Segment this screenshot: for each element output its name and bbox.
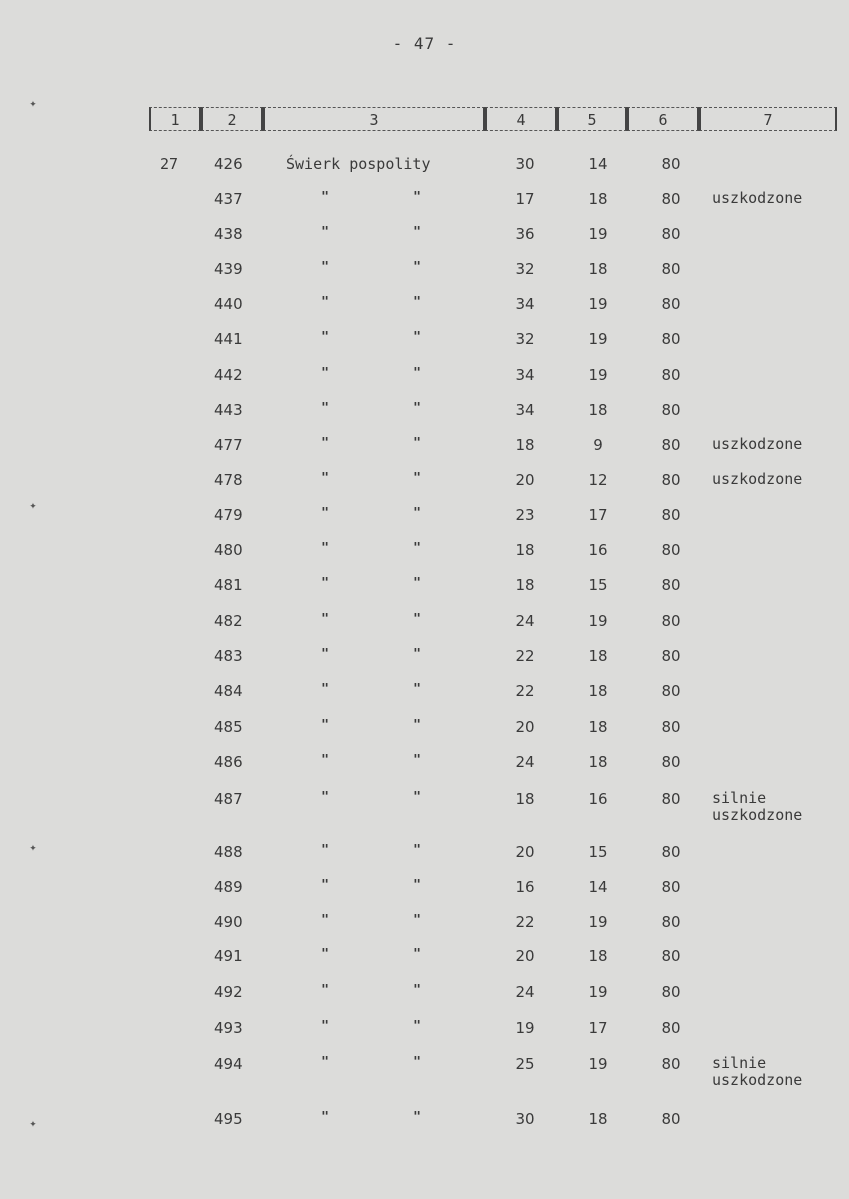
ditto-mark: " [413,225,421,240]
ditto-mark: " [321,260,329,275]
table-row [0,1110,849,1132]
cell-tree-number: 477 [214,436,243,454]
cell-col-6: 80 [661,401,681,419]
cell-col-4: 34 [515,295,535,313]
cell-col-6: 80 [661,295,681,313]
cell-col-5: 15 [588,576,608,594]
table-row [0,647,849,669]
cell-col-4: 20 [515,718,535,736]
cell-remarks: silnie uszkodzone [712,789,803,824]
cell-col-5: 19 [588,295,608,313]
ditto-mark: " [413,790,421,805]
ditto-mark: " [413,330,421,345]
punch-mark-icon: ✦ [29,96,37,110]
cell-tree-number: 437 [214,190,243,208]
ditto-mark: " [321,682,329,697]
cell-col-5: 18 [588,401,608,419]
cell-col-6: 80 [661,647,681,665]
table-row [0,612,849,634]
table-row [0,401,849,423]
ditto-mark: " [321,295,329,310]
cell-tree-number: 495 [214,1110,243,1128]
table-row [0,983,849,1005]
cell-col-5: 19 [588,330,608,348]
punch-mark-icon: ✦ [29,840,37,854]
cell-col-6: 80 [661,541,681,559]
cell-tree-number: 494 [214,1055,243,1073]
cell-col-5: 12 [588,471,608,489]
cell-col-6: 80 [661,506,681,524]
cell-col-6: 80 [661,878,681,896]
cell-tree-number: 488 [214,843,243,861]
table-row [0,225,849,247]
cell-col-5: 19 [588,913,608,931]
ditto-mark: " [321,913,329,928]
cell-col-4: 32 [515,260,535,278]
table-row [0,840,849,865]
cell-col-6: 80 [661,753,681,771]
cell-col-4: 25 [515,1055,535,1073]
ditto-mark: " [321,366,329,381]
cell-tree-number: 443 [214,401,243,419]
ditto-mark: " [413,471,421,486]
cell-col-6: 80 [661,790,681,808]
cell-col-6: 80 [661,947,681,965]
cell-tree-number: 426 [214,155,243,173]
cell-col-6: 80 [661,190,681,208]
cell-col-6: 80 [661,718,681,736]
cell-tree-number: 440 [214,295,243,313]
ditto-mark: " [321,947,329,962]
ditto-mark: " [321,436,329,451]
table-row [0,789,849,824]
ditto-mark: " [413,913,421,928]
cell-col-4: 34 [515,401,535,419]
cell-col-5: 19 [588,983,608,1001]
ditto-mark: " [321,1110,329,1125]
cell-tree-number: 491 [214,947,243,965]
ditto-mark: " [413,366,421,381]
cell-tree-number: 480 [214,541,243,559]
ditto-mark: " [321,718,329,733]
cell-tree-number: 478 [214,471,243,489]
cell-species: Świerk pospolity [286,155,431,173]
cell-col-4: 22 [515,913,535,931]
cell-tree-number: 479 [214,506,243,524]
cell-col-5: 17 [588,1019,608,1037]
cell-col-4: 24 [515,612,535,630]
ditto-mark: " [321,401,329,416]
cell-col-5: 16 [588,790,608,808]
cell-col-4: 16 [515,878,535,896]
cell-col-4: 23 [515,506,535,524]
ditto-mark: " [413,878,421,893]
ditto-mark: " [321,330,329,345]
table-row [0,1054,849,1089]
cell-col-5: 19 [588,366,608,384]
ditto-mark: " [321,983,329,998]
table-row [0,718,849,740]
ditto-mark: " [321,790,329,805]
cell-col-4: 30 [515,1110,535,1128]
cell-col-6: 80 [661,983,681,1001]
cell-col-6: 80 [661,471,681,489]
cell-col-4: 20 [515,947,535,965]
ditto-mark: " [413,843,421,858]
ditto-mark: " [413,753,421,768]
header-cell-7: 7 [699,107,837,131]
header-cell-1: 1 [149,107,201,131]
cell-tree-number: 442 [214,366,243,384]
cell-tree-number: 492 [214,983,243,1001]
cell-col-5: 18 [588,947,608,965]
table-row [0,295,849,317]
cell-tree-number: 481 [214,576,243,594]
ditto-mark: " [321,576,329,591]
cell-col-5: 9 [593,436,603,454]
page-number: - 47 - [392,34,457,53]
cell-col-6: 80 [661,1055,681,1073]
cell-tree-number: 490 [214,913,243,931]
cell-col-4: 22 [515,647,535,665]
cell-tree-number: 493 [214,1019,243,1037]
cell-col-4: 24 [515,983,535,1001]
ditto-mark: " [413,190,421,205]
cell-col-5: 19 [588,1055,608,1073]
cell-col-6: 80 [661,913,681,931]
table-row [0,190,849,212]
header-cell-3: 3 [263,107,485,131]
ditto-mark: " [413,1019,421,1034]
cell-tree-number: 438 [214,225,243,243]
cell-col-6: 80 [661,366,681,384]
ditto-mark: " [413,401,421,416]
ditto-mark: " [321,471,329,486]
ditto-mark: " [321,225,329,240]
cell-tree-number: 485 [214,718,243,736]
cell-col-6: 80 [661,576,681,594]
table-row [0,260,849,282]
cell-col-5: 18 [588,1110,608,1128]
cell-tree-number: 441 [214,330,243,348]
cell-tree-number: 482 [214,612,243,630]
cell-col-4: 18 [515,436,535,454]
ditto-mark: " [413,576,421,591]
cell-col-5: 18 [588,682,608,700]
table-row [0,506,849,528]
cell-tree-number: 484 [214,682,243,700]
cell-col-5: 18 [588,753,608,771]
ditto-mark: " [413,947,421,962]
table-row [0,576,849,598]
cell-section-number: 27 [160,155,179,173]
punch-mark-icon: ✦ [29,498,37,512]
cell-col-6: 80 [661,155,681,173]
ditto-mark: " [321,647,329,662]
cell-col-5: 19 [588,225,608,243]
cell-col-4: 36 [515,225,535,243]
cell-col-4: 18 [515,790,535,808]
cell-tree-number: 439 [214,260,243,278]
ditto-mark: " [413,682,421,697]
cell-col-4: 30 [515,155,535,173]
table-row [0,682,849,704]
ditto-mark: " [413,983,421,998]
ditto-mark: " [413,1110,421,1125]
table-row [0,155,849,177]
cell-col-6: 80 [661,612,681,630]
table-row [0,753,849,775]
ditto-mark: " [413,612,421,627]
cell-remarks: uszkodzone [712,470,803,488]
cell-col-6: 80 [661,436,681,454]
ditto-mark: " [321,1019,329,1034]
cell-col-5: 19 [588,612,608,630]
cell-col-5: 14 [588,155,608,173]
cell-col-5: 18 [588,260,608,278]
punch-mark-icon: ✦ [29,1116,37,1130]
ditto-mark: " [413,718,421,733]
cell-col-4: 19 [515,1019,535,1037]
cell-col-5: 18 [588,718,608,736]
cell-col-5: 14 [588,878,608,896]
cell-col-4: 20 [515,471,535,489]
cell-col-5: 18 [588,647,608,665]
cell-col-5: 16 [588,541,608,559]
header-cell-2: 2 [201,107,263,131]
table-row [0,366,849,388]
cell-col-5: 18 [588,190,608,208]
ditto-mark: " [413,541,421,556]
ditto-mark: " [321,541,329,556]
cell-col-6: 80 [661,1110,681,1128]
cell-col-6: 80 [661,1019,681,1037]
cell-col-6: 80 [661,260,681,278]
cell-col-6: 80 [661,843,681,861]
cell-tree-number: 486 [214,753,243,771]
table-row [0,330,849,352]
table-row [0,436,849,458]
table-row [0,541,849,563]
ditto-mark: " [413,647,421,662]
ditto-mark: " [413,295,421,310]
ditto-mark: " [413,506,421,521]
cell-remarks: uszkodzone [712,189,803,207]
ditto-mark: " [321,878,329,893]
cell-col-4: 17 [515,190,535,208]
header-cell-4: 4 [485,107,557,131]
table-row [0,947,849,969]
ditto-mark: " [413,436,421,451]
ditto-mark: " [321,190,329,205]
cell-col-5: 15 [588,843,608,861]
cell-col-4: 18 [515,576,535,594]
table-row [0,1019,849,1041]
cell-col-4: 24 [515,753,535,771]
cell-tree-number: 487 [214,790,243,808]
cell-tree-number: 483 [214,647,243,665]
table-row [0,913,849,935]
cell-col-4: 20 [515,843,535,861]
table-row [0,878,849,900]
ditto-mark: " [413,260,421,275]
cell-col-4: 18 [515,541,535,559]
ditto-mark: " [321,753,329,768]
cell-col-5: 17 [588,506,608,524]
cell-remarks: uszkodzone [712,435,803,453]
cell-col-6: 80 [661,225,681,243]
cell-col-6: 80 [661,682,681,700]
cell-col-4: 34 [515,366,535,384]
cell-remarks: silnie uszkodzone [712,1054,803,1089]
table-row [0,471,849,493]
header-cell-5: 5 [557,107,627,131]
ditto-mark: " [321,1055,329,1070]
cell-col-4: 22 [515,682,535,700]
ditto-mark: " [413,1055,421,1070]
header-cell-6: 6 [627,107,699,131]
ditto-mark: " [321,843,329,858]
cell-col-4: 32 [515,330,535,348]
ditto-mark: " [321,612,329,627]
ditto-mark: " [321,506,329,521]
cell-col-6: 80 [661,330,681,348]
cell-tree-number: 489 [214,878,243,896]
